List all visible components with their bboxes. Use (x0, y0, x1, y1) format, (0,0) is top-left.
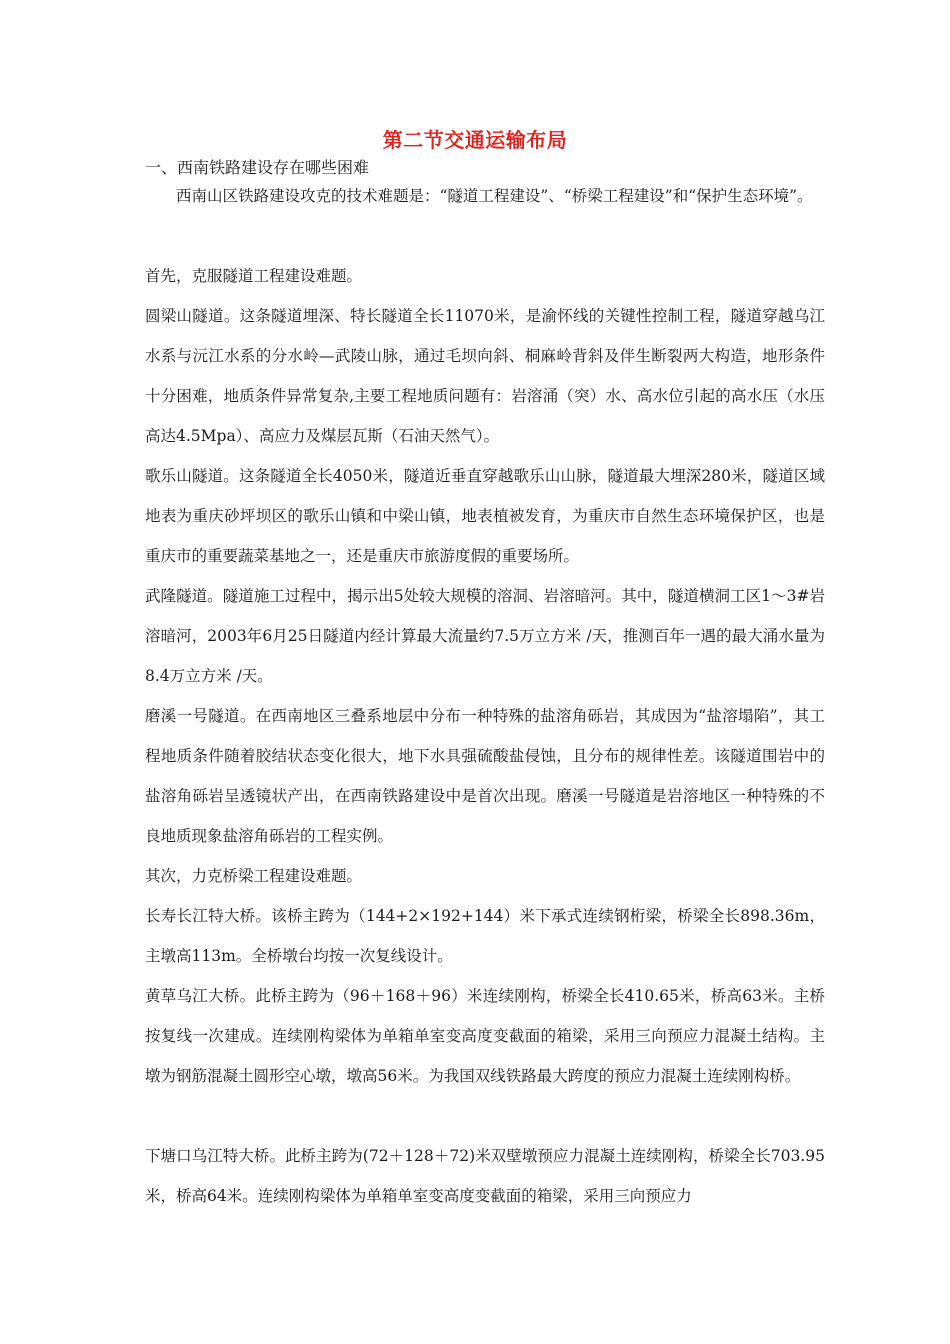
paragraph-geleshan: 歌乐山隧道。这条隧道全长4050米，隧道近垂直穿越歌乐山山脉，隧道最大埋深280米，隧道区域地表为重庆砂坪坝区的歌乐山镇和中梁山镇，地表植被发育，为重庆市自然生态环境保护区，也是重庆市的重要蔬菜基地之一，还是重庆市旅游度假的重要场所。 (145, 467, 825, 565)
paragraph-intro: 西南山区铁路建设攻克的技术难题是：“隧道工程建设”、“桥梁工程建设”和“保护生态环境”。 (176, 187, 813, 205)
document-title: 第二节交通运输布局 (382, 128, 568, 152)
paragraph-wulong: 武隆隧道。隧道施工过程中，揭示出5处较大规模的溶洞、岩溶暗河。其中，隧道横洞工区1～3#岩溶暗河，2003年6月25日隧道内经计算最大流量约7.5万立方米 /天，推测百年一遇的最大涌水量为8.4万立方米 /天。 (145, 587, 825, 685)
paragraph-yuanliangshan: 圆梁山隧道。这条隧道埋深、特长隧道全长11070米，是渝怀线的关键性控制工程，隧道穿越乌江水系与沅江水系的分水岭—武陵山脉，通过毛坝向斜、桐麻岭背斜及伴生断裂两大构造，地形条件十分困难，地质条件异常复杂,主要工程地质问题有：岩溶涌（突）水、高水位引起的高水压（水压高达4.5Mpa）、高应力及煤层瓦斯（石油天然气）。 (145, 307, 825, 445)
paragraph-changshou: 长寿长江特大桥。该桥主跨为（144+2×192+144）米下承式连续钢桁梁，桥梁全长898.36m，主墩高113m。全桥墩台均按一次复线设计。 (145, 907, 825, 965)
paragraph-tunnel-heading: 首先，克服隧道工程建设难题。 (145, 267, 363, 285)
paragraph-huangcao: 黄草乌江大桥。此桥主跨为（96＋168＋96）米连续刚构，桥梁全长410.65米，桥高63米。主桥按复线一次建成。连续刚构梁体为单箱单室变高度变截面的箱梁，采用三向预应力混凝土结构。主墩为钢筋混凝土圆形空心墩，墩高56米。为我国双线铁路最大跨度的预应力混凝土连续刚构桥。 (145, 987, 825, 1085)
paragraph-bridge-heading: 其次，力克桥梁工程建设难题。 (145, 867, 363, 885)
section-heading: 一、西南铁路建设存在哪些困难 (145, 158, 370, 177)
paragraph-moxi: 磨溪一号隧道。在西南地区三叠系地层中分布一种特殊的盐溶角砾岩，其成因为“盐溶塌陷”，其工程地质条件随着胶结状态变化很大，地下水具强硫酸盐侵蚀，且分布的规律性差。该隧道围岩中的盐溶角砾岩呈透镜状产出，在西南铁路建设中是首次出现。磨溪一号隧道是岩溶地区一种特殊的不良地质现象盐溶角砾岩的工程实例。 (145, 707, 825, 845)
paragraph-xiatangkou: 下塘口乌江特大桥。此桥主跨为(72＋128＋72)米双壁墩预应力混凝土连续刚构，桥梁全长703.95米，桥高64米。连续刚构梁体为单箱单室变高度变截面的箱梁，采用三向预应力 (145, 1147, 825, 1205)
